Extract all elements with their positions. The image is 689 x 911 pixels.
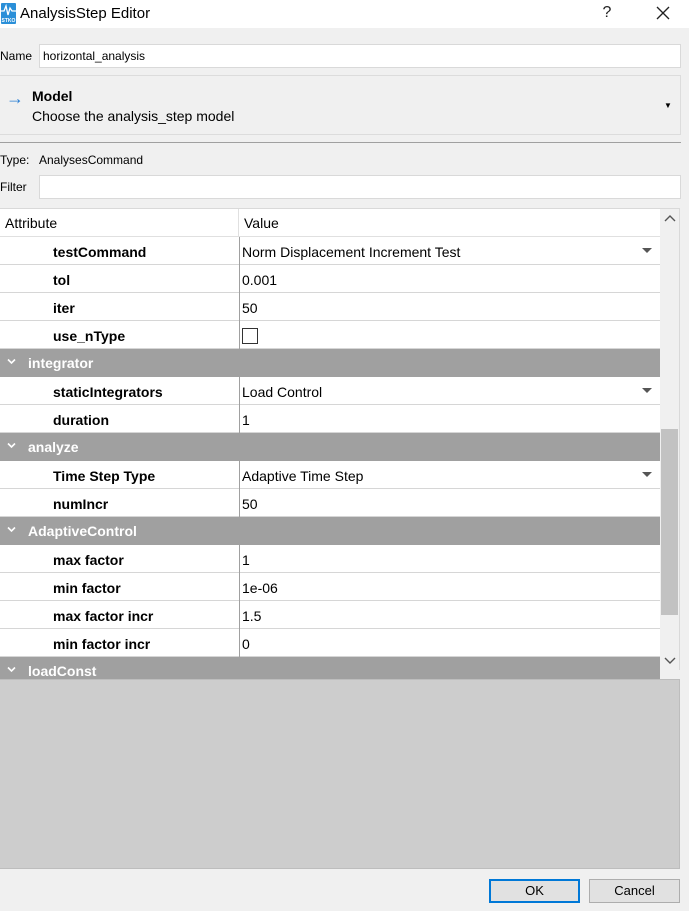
title-bar	[0, 0, 689, 28]
chevron-down-icon[interactable]	[7, 441, 16, 450]
table-row	[0, 601, 660, 629]
type-label: Type:	[0, 153, 30, 167]
group-label: analyze	[28, 439, 79, 455]
model-selector[interactable]	[0, 75, 681, 135]
model-description: Choose the analysis_step model	[32, 108, 235, 124]
attribute-name: use_nType	[53, 328, 126, 344]
close-button[interactable]	[648, 2, 678, 24]
attribute-name: min factor incr	[53, 636, 151, 652]
attribute-name: iter	[53, 300, 75, 316]
attribute-value-field[interactable]: 50	[242, 496, 258, 512]
close-icon	[656, 6, 670, 20]
table-header	[0, 209, 660, 237]
column-separator	[239, 321, 240, 349]
chevron-down-icon[interactable]	[7, 357, 16, 366]
attribute-value-field[interactable]: 1	[242, 552, 250, 568]
filter-label: Filter	[0, 180, 27, 194]
table-row	[0, 293, 660, 321]
column-separator	[239, 489, 240, 517]
app-logo-icon	[1, 3, 16, 24]
column-separator	[239, 601, 240, 629]
help-button[interactable]: ?	[602, 4, 612, 21]
attribute-value-select[interactable]: Adaptive Time Step	[242, 468, 364, 484]
column-separator	[239, 461, 240, 489]
chevron-down-icon[interactable]	[7, 665, 16, 674]
table-row	[0, 377, 660, 405]
column-separator	[239, 377, 240, 405]
window-title: AnalysisStep Editor	[20, 5, 151, 22]
column-separator	[239, 545, 240, 573]
filter-input[interactable]	[39, 175, 681, 199]
table-row	[0, 461, 660, 489]
model-title: Model	[32, 88, 73, 104]
table-row	[0, 265, 660, 293]
table-row	[0, 545, 660, 573]
attribute-value-field[interactable]: 50	[242, 300, 258, 316]
attribute-name: max factor incr	[53, 608, 154, 624]
type-value: AnalysesCommand	[39, 153, 144, 167]
table-row	[0, 237, 660, 265]
name-input[interactable]: horizontal_analysis	[39, 44, 681, 68]
column-separator	[239, 405, 240, 433]
attribute-name: testCommand	[53, 244, 147, 260]
column-separator	[239, 573, 240, 601]
attribute-name: numIncr	[53, 496, 109, 512]
group-label: AdaptiveControl	[28, 523, 137, 539]
attribute-value-select[interactable]: Load Control	[242, 384, 323, 400]
attribute-value-field[interactable]: 0	[242, 636, 250, 652]
arrow-right-icon: →	[6, 88, 24, 108]
ok-button[interactable]: OK	[489, 879, 580, 903]
column-separator	[239, 265, 240, 293]
attribute-name: duration	[53, 412, 109, 428]
attribute-name: min factor	[53, 580, 121, 596]
table-row	[0, 321, 660, 349]
attribute-value-field[interactable]: 0.001	[242, 272, 278, 288]
table-row	[0, 629, 660, 657]
attribute-name: tol	[53, 272, 71, 288]
header-attribute: Attribute	[5, 215, 58, 231]
dropdown-arrow-icon[interactable]	[642, 388, 652, 393]
table-row	[0, 489, 660, 517]
attribute-value-field[interactable]: 1.5	[242, 608, 262, 624]
use-ntype-checkbox[interactable]	[242, 328, 258, 344]
table-row	[0, 405, 660, 433]
attribute-value-field[interactable]: 1e-06	[242, 580, 278, 596]
attribute-name: staticIntegrators	[53, 384, 163, 400]
name-label: Name	[0, 49, 33, 63]
scroll-down-icon[interactable]	[664, 655, 676, 665]
group-row-adaptivecontrol[interactable]	[0, 517, 660, 545]
scrollbar-thumb[interactable]	[661, 429, 678, 615]
attribute-value-select[interactable]: Norm Displacement Increment Test	[242, 244, 461, 260]
column-separator	[239, 237, 240, 265]
attribute-name: Time Step Type	[53, 468, 156, 484]
column-separator	[239, 629, 240, 657]
table-row	[0, 573, 660, 601]
description-panel	[0, 679, 680, 869]
attribute-value-field[interactable]: 1	[242, 412, 250, 428]
group-row-integrator[interactable]	[0, 349, 660, 377]
dropdown-arrow-icon[interactable]	[642, 472, 652, 477]
divider	[0, 142, 681, 143]
column-separator	[239, 293, 240, 321]
attribute-name: max factor	[53, 552, 124, 568]
group-label: loadConst	[28, 663, 97, 679]
dropdown-arrow-icon[interactable]	[642, 248, 652, 253]
scroll-up-icon[interactable]	[664, 214, 676, 224]
cancel-button[interactable]: Cancel	[589, 879, 680, 903]
header-separator	[238, 209, 239, 237]
chevron-down-icon[interactable]	[7, 525, 16, 534]
app-logo-text: STKO	[1, 18, 16, 24]
header-value: Value	[244, 215, 279, 231]
dropdown-arrow-icon[interactable]: ▼	[664, 101, 672, 110]
group-label: integrator	[28, 355, 94, 371]
group-row-analyze[interactable]	[0, 433, 660, 461]
attribute-table	[0, 208, 680, 679]
